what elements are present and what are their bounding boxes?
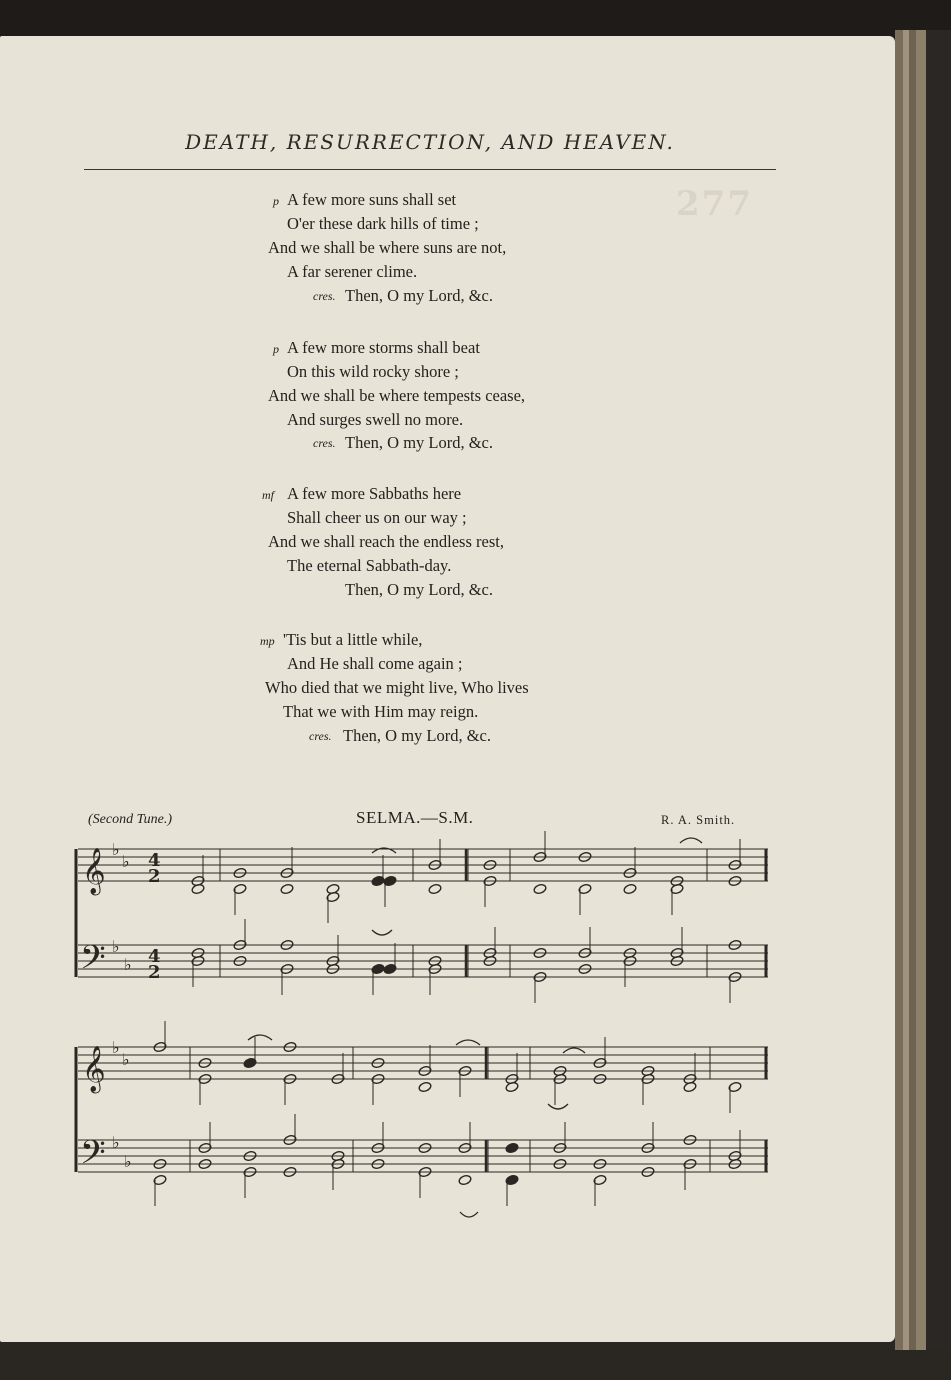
composer-credit: R. A. Smith. (661, 813, 736, 827)
note-head (418, 1081, 432, 1093)
fermata (456, 1040, 480, 1045)
slur (372, 930, 392, 935)
verse-line: And He shall come again ; (287, 654, 463, 673)
verse-line: And we shall be where suns are not, (268, 238, 507, 257)
fermata (460, 1212, 478, 1217)
treble-clef: 𝄞 (82, 1046, 106, 1092)
note-head (533, 883, 547, 895)
tune-title: SELMA.—S.M. (356, 808, 474, 827)
dynamic-marking: cres. (309, 729, 332, 743)
treble-clef: 𝄞 (82, 848, 106, 894)
time-signature-digit: 2 (148, 866, 161, 887)
dynamic-marking: cres. (313, 289, 336, 303)
verse-line: 'Tis but a little while, (283, 630, 423, 649)
flat-sign: ♭ (122, 852, 130, 871)
flat-sign: ♭ (124, 1152, 132, 1171)
refrain-line: Then, O my Lord, &c. (345, 433, 494, 452)
verse-line: A few more Sabbaths here (287, 484, 462, 503)
verse-line: On this wild rocky shore ; (287, 362, 459, 381)
verse-line: Shall cheer us on our way ; (287, 508, 467, 527)
time-signature-digit: 2 (148, 962, 161, 983)
dynamic-marking: cres. (313, 436, 336, 450)
flat-sign: ♭ (122, 1050, 130, 1069)
dynamic-marking: p (273, 194, 279, 208)
bass-clef: 𝄢 (80, 1134, 106, 1180)
verse-line: And we shall be where tempests cease, (268, 386, 526, 405)
verse-line: The eternal Sabbath-day. (287, 556, 452, 575)
slur (563, 1048, 585, 1053)
refrain-line: Then, O my Lord, &c. (345, 580, 494, 599)
verse-line: And we shall reach the endless rest, (268, 532, 504, 551)
verse-line: Who died that we might live, Who lives (265, 678, 529, 697)
time-signature-digit: 4 (148, 850, 161, 871)
dynamic-marking: mf (262, 488, 274, 502)
tune-label: (Second Tune.) (88, 812, 172, 827)
verse-line: And surges swell no more. (287, 410, 464, 429)
note-head (280, 883, 294, 895)
verse-line: A few more storms shall beat (287, 338, 480, 357)
flat-sign: ♭ (112, 937, 120, 956)
flat-sign: ♭ (112, 1038, 120, 1057)
refrain-line: Then, O my Lord, &c. (343, 726, 492, 745)
page-header: DEATH, RESURRECTION, AND HEAVEN. (185, 130, 675, 154)
note-head (458, 1174, 472, 1186)
verse-line: A far serener clime. (287, 262, 418, 281)
note-head (505, 1142, 519, 1154)
bass-clef: 𝄢 (80, 939, 106, 985)
time-signature-digit: 4 (148, 946, 161, 967)
bleed-through-page-number: 277 (676, 184, 753, 224)
verse-line: A few more suns shall set (287, 190, 457, 209)
dynamic-marking: p (273, 342, 279, 356)
flat-sign: ♭ (112, 840, 120, 859)
refrain-line: Then, O my Lord, &c. (345, 286, 494, 305)
slur (548, 1104, 568, 1109)
flat-sign: ♭ (112, 1133, 120, 1152)
flat-sign: ♭ (124, 955, 132, 974)
verse-line: That we with Him may reign. (283, 702, 479, 721)
slur (248, 1035, 272, 1040)
note-head (428, 883, 442, 895)
slur (680, 838, 702, 843)
dynamic-marking: mp (260, 634, 275, 648)
verse-line: O'er these dark hills of time ; (287, 214, 479, 233)
note-head (623, 883, 637, 895)
